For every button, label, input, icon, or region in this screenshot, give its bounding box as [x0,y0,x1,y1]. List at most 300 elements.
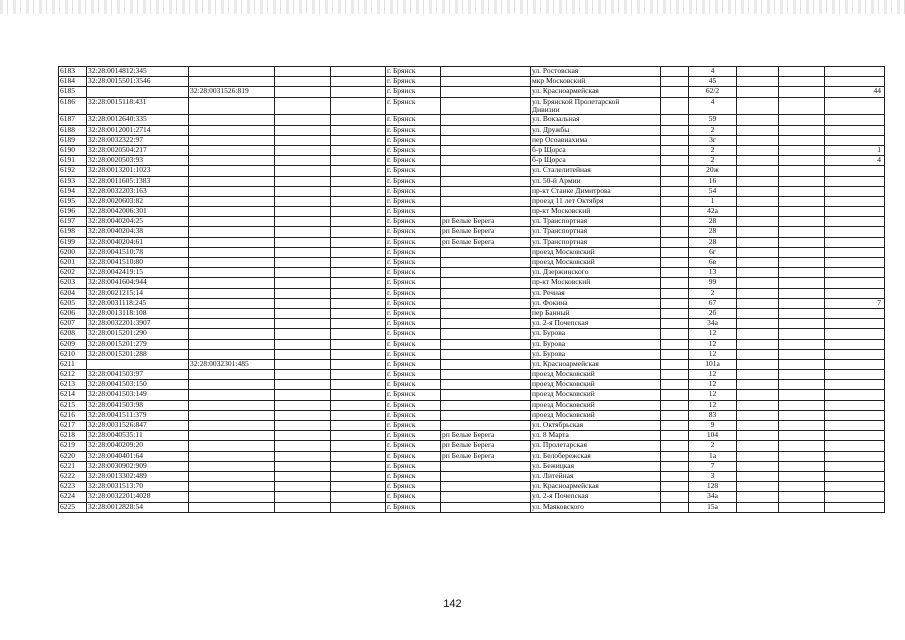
row-number-cell: 6194 [59,186,87,196]
empty-cell [737,196,779,206]
apartment-cell [825,278,885,288]
empty-cell [779,67,825,77]
empty-cell [737,268,779,278]
cadastral-number-cell: 32:28:0012828:54 [87,502,189,512]
row-number-cell: 6206 [59,308,87,318]
street-cell: ул. Маяковского [531,502,661,512]
empty-cell [779,370,825,380]
cadastral-number-alt-cell [189,227,275,237]
cadastral-number-alt-cell [189,298,275,308]
row-number-cell: 6184 [59,77,87,87]
cadastral-number-alt-cell [189,410,275,420]
empty-cell [661,77,689,87]
empty-cell [331,451,386,461]
cadastral-number-alt-cell [189,441,275,451]
empty-cell [275,502,331,512]
empty-cell [331,176,386,186]
empty-cell [275,227,331,237]
row-number-cell: 6203 [59,278,87,288]
empty-cell [779,431,825,441]
empty-cell [661,370,689,380]
cadastral-number-cell: 32:28:0040209:20 [87,441,189,451]
cadastral-number-alt-cell [189,431,275,441]
apartment-cell [825,319,885,329]
house-number-cell: 12 [689,349,737,359]
empty-cell [737,87,779,97]
table-row [59,441,885,451]
empty-cell [331,441,386,451]
table-row [59,492,885,502]
table-row [59,115,885,125]
empty-cell [661,217,689,227]
empty-cell [275,278,331,288]
house-number-cell: 2 [689,145,737,155]
empty-cell [331,288,386,298]
empty-cell [779,492,825,502]
empty-cell [737,380,779,390]
house-number-cell: 104 [689,431,737,441]
table-row [59,166,885,176]
empty-cell [275,268,331,278]
district-cell [441,492,531,502]
house-number-cell: 59 [689,115,737,125]
empty-cell [779,125,825,135]
house-number-cell: 2 [689,441,737,451]
street-cell: ул. Литейная [531,471,661,481]
cadastral-number-cell: 32:28:0015118:431 [87,97,189,115]
empty-cell [779,390,825,400]
cadastral-number-cell: 32:28:0012640:335 [87,115,189,125]
empty-cell [331,410,386,420]
empty-cell [331,298,386,308]
empty-cell [661,410,689,420]
row-number-cell: 6196 [59,207,87,217]
street-cell: ул. Октябрьская [531,421,661,431]
empty-cell [275,482,331,492]
city-cell: г. Брянск [386,492,441,502]
empty-cell [779,115,825,125]
empty-cell [331,370,386,380]
cadastral-number-alt-cell [189,502,275,512]
empty-cell [737,370,779,380]
apartment-cell: 4 [825,156,885,166]
row-number-cell: 6213 [59,380,87,390]
cadastral-number-cell: 32:28:0013302:489 [87,471,189,481]
city-cell: г. Брянск [386,217,441,227]
street-cell: пр-кт Станке Димитрова [531,186,661,196]
cadastral-number-cell: 32:28:0041503:98 [87,400,189,410]
row-number-cell: 6188 [59,125,87,135]
house-number-cell: 6г [689,247,737,257]
district-cell [441,125,531,135]
cadastral-number-cell: 32:28:0032201:3907 [87,319,189,329]
empty-cell [275,145,331,155]
empty-cell [275,166,331,176]
apartment-cell [825,359,885,369]
cadastral-number-cell [87,359,189,369]
city-cell: г. Брянск [386,380,441,390]
house-number-cell: 1а [689,451,737,461]
city-cell: г. Брянск [386,319,441,329]
apartment-cell [825,97,885,115]
apartment-cell [825,380,885,390]
empty-cell [331,421,386,431]
cadastral-number-cell: 32:28:0030902:909 [87,461,189,471]
house-number-cell: 2 [689,125,737,135]
table-row [59,502,885,512]
cadastral-number-alt-cell [189,217,275,227]
row-number-cell: 6193 [59,176,87,186]
cadastral-number-alt-cell [189,380,275,390]
cadastral-number-alt-cell [189,258,275,268]
empty-cell [275,461,331,471]
cadastral-number-cell: 32:28:0015201:290 [87,329,189,339]
street-cell: ул. Бурова [531,329,661,339]
cadastral-number-alt-cell [189,247,275,257]
empty-cell [737,482,779,492]
street-cell: ул. Красноармейская [531,482,661,492]
empty-cell [737,77,779,87]
empty-cell [275,471,331,481]
house-number-cell: 34а [689,492,737,502]
empty-cell [331,359,386,369]
cadastral-number-alt-cell [189,166,275,176]
empty-cell [779,349,825,359]
house-number-cell: 3г [689,135,737,145]
empty-cell [331,196,386,206]
row-number-cell: 6189 [59,135,87,145]
row-number-cell: 6222 [59,471,87,481]
city-cell: г. Брянск [386,370,441,380]
cadastral-number-alt-cell [189,400,275,410]
city-cell: г. Брянск [386,502,441,512]
empty-cell [331,166,386,176]
empty-cell [275,217,331,227]
empty-cell [737,298,779,308]
row-number-cell: 6225 [59,502,87,512]
district-cell [441,370,531,380]
empty-cell [275,329,331,339]
empty-cell [275,421,331,431]
empty-cell [737,461,779,471]
empty-cell [661,97,689,115]
district-cell [441,97,531,115]
empty-cell [331,207,386,217]
apartment-cell [825,227,885,237]
table-row [59,247,885,257]
empty-cell [331,145,386,155]
empty-cell [661,258,689,268]
empty-cell [275,135,331,145]
district-cell [441,77,531,87]
apartment-cell [825,410,885,420]
empty-cell [275,237,331,247]
empty-cell [661,471,689,481]
house-number-cell: 2б [689,308,737,318]
street-cell: ул. Бурова [531,339,661,349]
registry-table-body [59,67,885,513]
city-cell: г. Брянск [386,461,441,471]
empty-cell [275,125,331,135]
district-cell [441,471,531,481]
empty-cell [737,166,779,176]
apartment-cell [825,258,885,268]
district-cell [441,410,531,420]
empty-cell [737,97,779,115]
district-cell [441,258,531,268]
empty-cell [779,410,825,420]
cadastral-number-cell: 32:28:0041604:944 [87,278,189,288]
empty-cell [737,135,779,145]
district-cell [441,288,531,298]
row-number-cell: 6198 [59,227,87,237]
house-number-cell: 12 [689,400,737,410]
empty-cell [661,380,689,390]
city-cell: г. Брянск [386,421,441,431]
apartment-cell [825,176,885,186]
empty-cell [737,186,779,196]
street-cell: ул. Пролетарская [531,441,661,451]
cadastral-number-cell: 32:28:0014812:345 [87,67,189,77]
row-number-cell: 6187 [59,115,87,125]
empty-cell [661,67,689,77]
apartment-cell [825,196,885,206]
empty-cell [331,349,386,359]
table-row [59,380,885,390]
city-cell: г. Брянск [386,258,441,268]
district-cell [441,359,531,369]
table-row [59,87,885,97]
city-cell: г. Брянск [386,278,441,288]
empty-cell [275,431,331,441]
empty-cell [661,421,689,431]
empty-cell [779,288,825,298]
street-cell: пер Осоавиахима [531,135,661,145]
empty-cell [661,390,689,400]
city-cell: г. Брянск [386,166,441,176]
street-cell: ул. Транспортная [531,217,661,227]
city-cell: г. Брянск [386,156,441,166]
street-cell [531,97,661,115]
empty-cell [331,339,386,349]
row-number-cell: 6205 [59,298,87,308]
row-number-cell: 6202 [59,268,87,278]
table-row [59,451,885,461]
empty-cell [737,329,779,339]
cadastral-number-cell: 32:28:0032201:4028 [87,492,189,502]
empty-cell [661,451,689,461]
city-cell: г. Брянск [386,227,441,237]
empty-cell [661,135,689,145]
apartment-cell [825,471,885,481]
table-row [59,135,885,145]
empty-cell [779,319,825,329]
city-cell: г. Брянск [386,471,441,481]
empty-cell [737,359,779,369]
cadastral-number-alt-cell [189,207,275,217]
city-cell: г. Брянск [386,482,441,492]
cadastral-number-alt-cell: 32:28:0031526:819 [189,87,275,97]
row-number-cell: 6190 [59,145,87,155]
table-row [59,319,885,329]
empty-cell [779,77,825,87]
apartment-cell [825,482,885,492]
empty-cell [331,278,386,288]
table-row [59,97,885,115]
apartment-cell [825,502,885,512]
cadastral-number-cell: 32:28:0040401:64 [87,451,189,461]
street-cell: пр-кт Московский [531,278,661,288]
district-cell [441,298,531,308]
city-cell: г. Брянск [386,298,441,308]
row-number-cell: 6212 [59,370,87,380]
empty-cell [737,492,779,502]
cadastral-number-alt-cell [189,145,275,155]
district-cell: рп Белые Берега [441,441,531,451]
table-row [59,258,885,268]
row-number-cell: 6201 [59,258,87,268]
district-cell [441,87,531,97]
cadastral-number-alt-cell [189,471,275,481]
district-cell [441,319,531,329]
table-row [59,390,885,400]
street-cell: проезд Московский [531,370,661,380]
district-cell [441,380,531,390]
district-cell [441,67,531,77]
street-cell: проезд Московский [531,380,661,390]
cadastral-number-cell: 32:28:0013118:108 [87,308,189,318]
empty-cell [331,77,386,87]
apartment-cell [825,237,885,247]
empty-cell [275,308,331,318]
street-line-2: Дивизии [532,104,560,114]
row-number-cell: 6192 [59,166,87,176]
table-row [59,217,885,227]
cadastral-number-cell: 32:28:0015201:288 [87,349,189,359]
city-cell: г. Брянск [386,441,441,451]
cadastral-number-alt-cell: 32:28:0032301:485 [189,359,275,369]
city-cell: г. Брянск [386,431,441,441]
district-cell: рп Белые Берега [441,431,531,441]
apartment-cell: 7 [825,298,885,308]
street-cell: проезд Московский [531,400,661,410]
row-number-cell: 6208 [59,329,87,339]
empty-cell [779,380,825,390]
empty-cell [737,339,779,349]
empty-cell [331,115,386,125]
row-number-cell: 6214 [59,390,87,400]
empty-cell [661,196,689,206]
street-cell: ул. 8 Марта [531,431,661,441]
empty-cell [737,176,779,186]
cadastral-number-alt-cell [189,97,275,115]
empty-cell [737,451,779,461]
apartment-cell [825,390,885,400]
cadastral-number-alt-cell [189,125,275,135]
cadastral-number-cell: 32:28:0040204:38 [87,227,189,237]
house-number-cell: 12 [689,370,737,380]
house-number-cell: 13 [689,268,737,278]
house-number-cell: 45 [689,77,737,87]
empty-cell [737,288,779,298]
cadastral-number-alt-cell [189,461,275,471]
empty-cell [737,319,779,329]
row-number-cell: 6219 [59,441,87,451]
apartment-cell [825,135,885,145]
empty-cell [661,431,689,441]
empty-cell [779,227,825,237]
table-row [59,278,885,288]
empty-cell [779,268,825,278]
apartment-cell [825,125,885,135]
empty-cell [779,145,825,155]
scan-noise-strip [0,0,905,14]
empty-cell [779,217,825,227]
table-row [59,461,885,471]
empty-cell [737,247,779,257]
empty-cell [661,492,689,502]
empty-cell [779,400,825,410]
city-cell: г. Брянск [386,268,441,278]
table-row [59,125,885,135]
empty-cell [275,196,331,206]
apartment-cell [825,115,885,125]
apartment-cell: 1 [825,145,885,155]
empty-cell [275,258,331,268]
city-cell: г. Брянск [386,135,441,145]
district-cell: рп Белые Берега [441,237,531,247]
apartment-cell [825,492,885,502]
empty-cell [661,308,689,318]
cadastral-number-cell: 32:28:0021215:14 [87,288,189,298]
empty-cell [275,67,331,77]
house-number-cell: 3 [689,471,737,481]
city-cell: г. Брянск [386,308,441,318]
street-cell: ул. Ростовская [531,67,661,77]
table-row [59,298,885,308]
empty-cell [275,390,331,400]
empty-cell [779,441,825,451]
row-number-cell: 6220 [59,451,87,461]
table-row [59,339,885,349]
city-cell: г. Брянск [386,145,441,155]
city-cell: г. Брянск [386,125,441,135]
cadastral-number-cell: 32:28:0012001:2714 [87,125,189,135]
empty-cell [331,380,386,390]
empty-cell [661,278,689,288]
empty-cell [275,380,331,390]
district-cell [441,339,531,349]
table-row [59,308,885,318]
city-cell: г. Брянск [386,329,441,339]
table-row [59,359,885,369]
empty-cell [331,319,386,329]
street-cell: проезд Московский [531,410,661,420]
district-cell: рп Белые Берега [441,227,531,237]
street-cell: ул. Вокзальная [531,115,661,125]
empty-cell [331,227,386,237]
city-cell: г. Брянск [386,207,441,217]
cadastral-number-alt-cell [189,186,275,196]
cadastral-number-cell: 32:28:0041503:97 [87,370,189,380]
empty-cell [779,166,825,176]
house-number-cell: 34а [689,319,737,329]
empty-cell [661,125,689,135]
street-cell: ул. Транспортная [531,227,661,237]
empty-cell [779,135,825,145]
empty-cell [331,482,386,492]
table-row [59,156,885,166]
